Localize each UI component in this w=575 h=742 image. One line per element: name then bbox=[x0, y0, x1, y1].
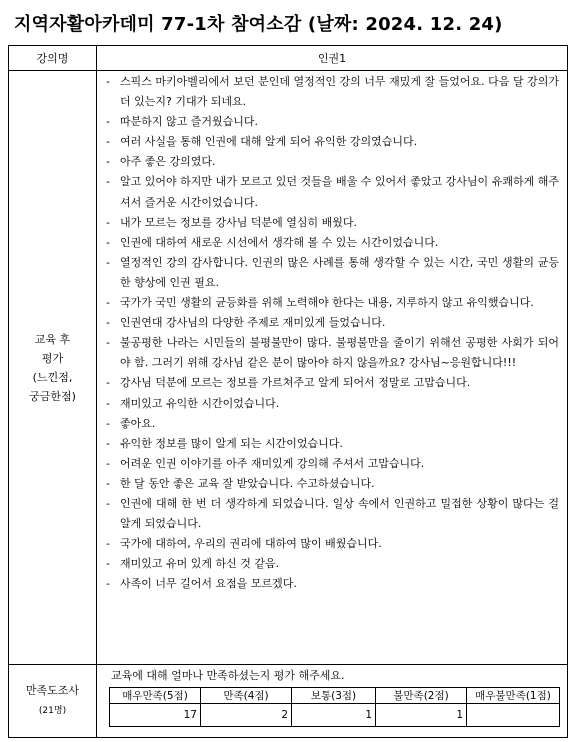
list-item: - 여러 사실을 통해 인권에 대해 알게 되어 유익한 강의였습니다. bbox=[106, 132, 559, 152]
satisfaction-value-row bbox=[110, 704, 560, 727]
satisfaction-question: 교육에 대해 얼마나 만족하셨는지 평가 해주세요. bbox=[111, 669, 345, 682]
list-item: - 유익한 정보를 많이 알게 되는 시간이었습니다. bbox=[106, 434, 559, 454]
list-item: - 한 달 동안 좋은 교육 잘 받았습니다. 수고하셨습니다. bbox=[106, 474, 559, 494]
list-item: - 인권연대 강사님의 다양한 주제로 재미있게 들었습니다. bbox=[106, 313, 559, 333]
satisfaction-column-header: 매우불만족(1점) bbox=[467, 688, 560, 704]
evaluation-label-line: 평가 bbox=[41, 351, 64, 365]
list-item: - 인권에 대해 한 번 더 생각하게 되었습니다. 일상 속에서 인권하고 밀접한 상황이 많다는 걸 알게 되었습니다. bbox=[106, 494, 559, 534]
satisfaction-label-cell bbox=[9, 665, 97, 737]
evaluation-label-line: 교육 후 bbox=[34, 332, 71, 346]
satisfaction-label: 만족도조사 bbox=[25, 684, 80, 697]
list-item: - 아주 좋은 강의였다. bbox=[106, 152, 559, 172]
evaluation-row bbox=[9, 71, 567, 665]
list-item: - 사족이 너무 길어서 요점을 모르겠다. bbox=[106, 574, 559, 594]
evaluation-label bbox=[9, 71, 97, 664]
respondent-count: (21명) bbox=[38, 706, 67, 716]
satisfaction-row bbox=[9, 665, 567, 737]
lecture-name-value: 인권1 bbox=[317, 52, 347, 65]
list-item: - 강사님 덕분에 모르는 정보를 가르쳐주고 알게 되어서 정말로 고맙습니다. bbox=[106, 373, 559, 393]
satisfaction-column-header: 만족(4점) bbox=[201, 688, 292, 704]
list-item: - 국가에 대하여, 우리의 권리에 대하여 많이 배웠습니다. bbox=[106, 534, 559, 554]
list-item: - 내가 모르는 정보를 강사님 덕분에 열심히 배웠다. bbox=[106, 213, 559, 233]
evaluation-list bbox=[97, 71, 567, 664]
satisfaction-column-header: 불만족(2점) bbox=[376, 688, 467, 704]
satisfaction-value-cell: 1 bbox=[376, 704, 467, 727]
satisfaction-value-cell bbox=[467, 704, 560, 727]
satisfaction-column-header: 매우만족(5점) bbox=[110, 688, 201, 704]
list-item: - 어려운 인권 이야기를 아주 재미있게 강의해 주셔서 고맙습니다. bbox=[106, 454, 559, 474]
satisfaction-column-header: 보통(3점) bbox=[292, 688, 376, 704]
list-item: - 따분하지 않고 즐거웠습니다. bbox=[106, 112, 559, 132]
satisfaction-header-row bbox=[110, 688, 560, 704]
list-item: - 불공평한 나라는 시민들의 불평불만이 많다. 불평불만을 줄이기 위해선 공평한 사회가 되어야 함. 그러기 위해 강사님 같은 분이 많아야 하지 않을까요? 강사님~응원합니다!!! bbox=[106, 333, 559, 373]
page-title: 지역자활아카데미 77-1차 참여소감 (날짜: 2024. 12. 24) bbox=[14, 14, 503, 35]
list-item: - 인권에 대하여 새로운 시선에서 생각해 볼 수 있는 시간이었습니다. bbox=[106, 233, 559, 253]
header-row bbox=[9, 46, 567, 71]
satisfaction-value-cell: 17 bbox=[110, 704, 201, 727]
lecture-name-label: 강의명 bbox=[9, 46, 97, 70]
evaluation-label-line: (느낀점, bbox=[32, 370, 73, 384]
satisfaction-table bbox=[109, 687, 560, 727]
list-item: - 열정적인 강의 감사합니다. 인권의 많은 사례를 통해 생각할 수 있는 시간, 국민 생활의 균등한 향상에 인권 필요. bbox=[106, 253, 559, 293]
satisfaction-value-cell: 2 bbox=[201, 704, 292, 727]
list-item: - 국가가 국민 생활의 균등화를 위해 노력해야 한다는 내용, 지루하지 않고 유익했습니다. bbox=[106, 293, 559, 313]
evaluation-label-line: 궁금한점) bbox=[29, 389, 76, 403]
satisfaction-value-cell: 1 bbox=[292, 704, 376, 727]
list-item: - 재미있고 유머 있게 하신 것 같음. bbox=[106, 554, 559, 574]
list-item: - 재미있고 유익한 시간이었습니다. bbox=[106, 394, 559, 414]
list-item: - 좋아요. bbox=[106, 414, 559, 434]
list-item: - 스픽스 마키아벨리에서 보던 분인데 열정적인 강의 너무 재밌게 잘 들었어요. 다음 달 강의가 더 있는지? 기대가 되네요. bbox=[106, 72, 559, 112]
list-item: - 알고 있어야 하지만 내가 모르고 있던 것들을 배울 수 있어서 좋았고 강사님이 유쾌하게 해주셔서 즐거운 시간이었습니다. bbox=[106, 172, 559, 212]
survey-sheet bbox=[8, 45, 568, 738]
